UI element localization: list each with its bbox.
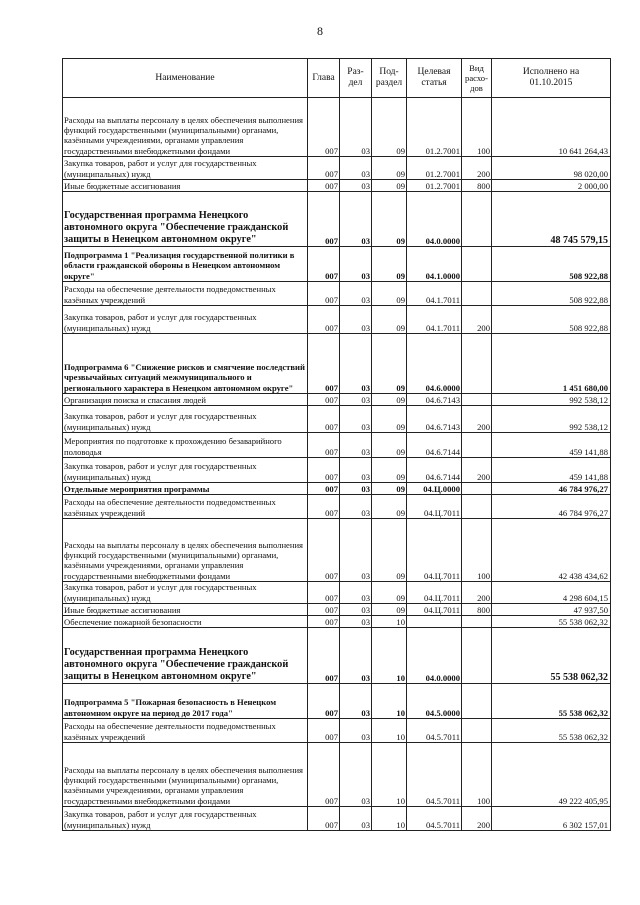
row-razdel: 03 [340, 282, 372, 306]
header-target: Целевая статья [407, 59, 462, 98]
row-razdel: 03 [340, 483, 372, 495]
row-amount: 508 922,88 [492, 306, 611, 334]
row-target: 04.Ц.7011 [407, 495, 462, 519]
table-row [63, 582, 611, 604]
row-razdel: 03 [340, 157, 372, 180]
row-glava: 007 [308, 807, 340, 831]
row-glava: 007 [308, 247, 340, 282]
row-razdel: 03 [340, 582, 372, 604]
row-razdel: 03 [340, 394, 372, 406]
row-vid: 200 [462, 458, 492, 483]
table-row [63, 192, 611, 247]
row-podrazdel: 09 [372, 406, 407, 433]
row-vid [462, 433, 492, 458]
row-target: 01.2.7001 [407, 98, 462, 157]
row-vid: 100 [462, 519, 492, 582]
row-podrazdel: 10 [372, 628, 407, 684]
row-razdel: 03 [340, 192, 372, 247]
row-razdel: 03 [340, 247, 372, 282]
row-glava: 007 [308, 604, 340, 616]
row-target: 04.6.0000 [407, 334, 462, 394]
row-amount: 459 141,88 [492, 433, 611, 458]
row-glava: 007 [308, 458, 340, 483]
row-podrazdel: 09 [372, 157, 407, 180]
table-row [63, 616, 611, 628]
table-row [63, 807, 611, 831]
row-glava: 007 [308, 192, 340, 247]
row-glava: 007 [308, 743, 340, 807]
row-podrazdel: 09 [372, 483, 407, 495]
row-vid [462, 483, 492, 495]
page-number: 8 [317, 24, 323, 38]
row-razdel: 03 [340, 719, 372, 743]
row-vid: 200 [462, 406, 492, 433]
row-vid [462, 719, 492, 743]
row-glava: 007 [308, 98, 340, 157]
table-row [63, 98, 611, 157]
row-amount: 459 141,88 [492, 458, 611, 483]
row-glava: 007 [308, 282, 340, 306]
row-target: 04.Ц.7011 [407, 519, 462, 582]
row-name: Расходы на обеспечение деятельности подведомственных казённых учреждений [63, 495, 308, 519]
table-row [63, 334, 611, 394]
row-amount: 4 298 604,15 [492, 582, 611, 604]
row-name: Расходы на обеспечение деятельности подведомственных казённых учреждений [63, 282, 308, 306]
row-vid: 200 [462, 582, 492, 604]
header-executed: Исполнено на 01.10.2015 [492, 59, 611, 98]
row-razdel: 03 [340, 306, 372, 334]
row-target: 04.Ц.7011 [407, 582, 462, 604]
row-podrazdel: 09 [372, 306, 407, 334]
row-glava: 007 [308, 306, 340, 334]
row-razdel: 03 [340, 98, 372, 157]
row-amount: 47 937,50 [492, 604, 611, 616]
table-row [63, 394, 611, 406]
row-razdel: 03 [340, 406, 372, 433]
row-name: Иные бюджетные ассигнования [63, 604, 308, 616]
table-row [63, 406, 611, 433]
row-vid [462, 616, 492, 628]
row-razdel: 03 [340, 180, 372, 192]
row-target: 04.Ц.0000 [407, 483, 462, 495]
row-glava: 007 [308, 406, 340, 433]
row-amount: 508 922,88 [492, 247, 611, 282]
row-target: 01.2.7001 [407, 180, 462, 192]
row-glava: 007 [308, 628, 340, 684]
row-glava: 007 [308, 582, 340, 604]
row-podrazdel: 09 [372, 519, 407, 582]
table-row [63, 495, 611, 519]
row-podrazdel: 10 [372, 616, 407, 628]
row-glava: 007 [308, 616, 340, 628]
row-name: Закупка товаров, работ и услуг для государственных (муниципальных) нужд [63, 582, 308, 604]
row-target: 04.0.0000 [407, 192, 462, 247]
header-glava: Глава [308, 59, 340, 98]
row-vid [462, 282, 492, 306]
row-amount: 508 922,88 [492, 282, 611, 306]
row-razdel: 03 [340, 807, 372, 831]
budget-table [62, 58, 611, 831]
row-name: Закупка товаров, работ и услуг для государственных (муниципальных) нужд [63, 807, 308, 831]
row-amount: 98 020,00 [492, 157, 611, 180]
row-podrazdel: 09 [372, 604, 407, 616]
table-row [63, 684, 611, 719]
row-vid [462, 334, 492, 394]
row-amount: 1 451 680,00 [492, 334, 611, 394]
row-name: Закупка товаров, работ и услуг для государственных (муниципальных) нужд [63, 306, 308, 334]
row-razdel: 03 [340, 743, 372, 807]
row-target: 04.5.0000 [407, 684, 462, 719]
row-glava: 007 [308, 684, 340, 719]
table-row [63, 483, 611, 495]
row-razdel: 03 [340, 458, 372, 483]
row-name: Организация поиска и спасания людей [63, 394, 308, 406]
row-podrazdel: 10 [372, 743, 407, 807]
row-razdel: 03 [340, 495, 372, 519]
row-podrazdel: 09 [372, 192, 407, 247]
row-razdel: 03 [340, 519, 372, 582]
row-vid: 200 [462, 306, 492, 334]
row-vid [462, 192, 492, 247]
row-amount: 55 538 062,32 [492, 719, 611, 743]
row-target: 01.2.7001 [407, 157, 462, 180]
row-name: Подпрограмма 1 "Реализация государственной политики в области гражданской обороны в Ненецком автономном округе" [63, 247, 308, 282]
table-header-row [63, 59, 611, 98]
row-name: Расходы на обеспечение деятельности подведомственных казённых учреждений [63, 719, 308, 743]
row-podrazdel: 09 [372, 394, 407, 406]
row-glava: 007 [308, 157, 340, 180]
row-podrazdel: 09 [372, 282, 407, 306]
row-vid [462, 684, 492, 719]
row-target: 04.5.7011 [407, 743, 462, 807]
header-podrazdel: Под- раздел [372, 59, 407, 98]
row-name: Подпрограмма 6 "Снижение рисков и смягчение последствий чрезвычайных ситуаций межмуниципального и регионального характера в Ненецком автономном округе" [63, 334, 308, 394]
row-razdel: 03 [340, 684, 372, 719]
row-podrazdel: 09 [372, 433, 407, 458]
table-row [63, 157, 611, 180]
row-glava: 007 [308, 519, 340, 582]
header-name: Наименование [63, 59, 308, 98]
row-glava: 007 [308, 180, 340, 192]
row-target: 04.1.7011 [407, 306, 462, 334]
row-podrazdel: 09 [372, 458, 407, 483]
row-razdel: 03 [340, 616, 372, 628]
row-podrazdel: 09 [372, 247, 407, 282]
row-target: 04.6.7144 [407, 433, 462, 458]
row-target: 04.6.7144 [407, 458, 462, 483]
table-row [63, 247, 611, 282]
row-amount: 46 784 976,27 [492, 495, 611, 519]
row-vid: 100 [462, 743, 492, 807]
row-glava: 007 [308, 495, 340, 519]
row-amount: 2 000,00 [492, 180, 611, 192]
table-row [63, 519, 611, 582]
row-vid [462, 394, 492, 406]
row-podrazdel: 10 [372, 719, 407, 743]
row-amount: 55 538 062,32 [492, 628, 611, 684]
table-row [63, 180, 611, 192]
row-podrazdel: 09 [372, 495, 407, 519]
table-row [63, 458, 611, 483]
row-vid: 200 [462, 807, 492, 831]
row-amount: 992 538,12 [492, 406, 611, 433]
row-name: Расходы на выплаты персоналу в целях обеспечения выполнения функций государственными (муниципальными) органами, казёнными учреждениями, органами управления государственными внебюджетными фондами [63, 519, 308, 582]
row-amount: 46 784 976,27 [492, 483, 611, 495]
header-razdel: Раз- дел [340, 59, 372, 98]
row-target: 04.1.7011 [407, 282, 462, 306]
row-glava: 007 [308, 483, 340, 495]
row-podrazdel: 10 [372, 684, 407, 719]
row-name: Расходы на выплаты персоналу в целях обеспечения выполнения функций государственными (муниципальными) органами, казёнными учреждениями, органами управления государственными внебюджетными фондами [63, 98, 308, 157]
row-target: 04.0.0000 [407, 628, 462, 684]
row-target: 04.Ц.7011 [407, 604, 462, 616]
table-row [63, 604, 611, 616]
row-name: Закупка товаров, работ и услуг для государственных (муниципальных) нужд [63, 458, 308, 483]
table-row [63, 743, 611, 807]
row-name: Мероприятия по подготовке к прохождению безаварийного половодья [63, 433, 308, 458]
row-target: 04.6.7143 [407, 406, 462, 433]
row-razdel: 03 [340, 604, 372, 616]
row-name: Закупка товаров, работ и услуг для государственных (муниципальных) нужд [63, 157, 308, 180]
table-row [63, 433, 611, 458]
row-razdel: 03 [340, 433, 372, 458]
row-podrazdel: 10 [372, 807, 407, 831]
row-amount: 992 538,12 [492, 394, 611, 406]
row-target: 04.5.7011 [407, 719, 462, 743]
row-razdel: 03 [340, 628, 372, 684]
row-vid [462, 628, 492, 684]
row-podrazdel: 09 [372, 582, 407, 604]
table-row [63, 306, 611, 334]
row-target: 04.6.7143 [407, 394, 462, 406]
row-name: Государственная программа Ненецкого автономного округа "Обеспечение гражданской защиты в Ненецком автономном округе" [63, 192, 308, 247]
row-name: Закупка товаров, работ и услуг для государственных (муниципальных) нужд [63, 406, 308, 433]
row-razdel: 03 [340, 334, 372, 394]
row-glava: 007 [308, 334, 340, 394]
row-amount: 55 538 062,32 [492, 616, 611, 628]
row-vid: 200 [462, 157, 492, 180]
row-glava: 007 [308, 433, 340, 458]
row-amount: 55 538 062,32 [492, 684, 611, 719]
table-body [63, 98, 611, 831]
row-vid: 800 [462, 604, 492, 616]
row-name: Расходы на выплаты персоналу в целях обеспечения выполнения функций государственными (муниципальными) органами, казёнными учреждениями, органами управления государственными внебюджетными фондами [63, 743, 308, 807]
row-vid: 100 [462, 98, 492, 157]
row-target: 04.5.7011 [407, 807, 462, 831]
row-podrazdel: 09 [372, 180, 407, 192]
row-amount: 6 302 157,01 [492, 807, 611, 831]
row-name: Отдельные мероприятия программы [63, 483, 308, 495]
row-amount: 42 438 434,62 [492, 519, 611, 582]
row-amount: 10 641 264,43 [492, 98, 611, 157]
table-row [63, 719, 611, 743]
table-row [63, 628, 611, 684]
row-podrazdel: 09 [372, 334, 407, 394]
row-glava: 007 [308, 394, 340, 406]
row-amount: 48 745 579,15 [492, 192, 611, 247]
row-vid [462, 247, 492, 282]
row-target: 04.1.0000 [407, 247, 462, 282]
row-name: Иные бюджетные ассигнования [63, 180, 308, 192]
row-name: Государственная программа Ненецкого автономного округа "Обеспечение гражданской защиты в Ненецком автономном округе" [63, 628, 308, 684]
row-name: Подпрограмма 5 "Пожарная безопасность в Ненецком автономном округе на период до 2017 года" [63, 684, 308, 719]
row-podrazdel: 09 [372, 98, 407, 157]
row-vid: 800 [462, 180, 492, 192]
header-vid: Вид расхо- дов [462, 59, 492, 98]
row-vid [462, 495, 492, 519]
row-name: Обеспечение пожарной безопасности [63, 616, 308, 628]
row-amount: 49 222 405,95 [492, 743, 611, 807]
table-row [63, 282, 611, 306]
row-target [407, 616, 462, 628]
row-glava: 007 [308, 719, 340, 743]
